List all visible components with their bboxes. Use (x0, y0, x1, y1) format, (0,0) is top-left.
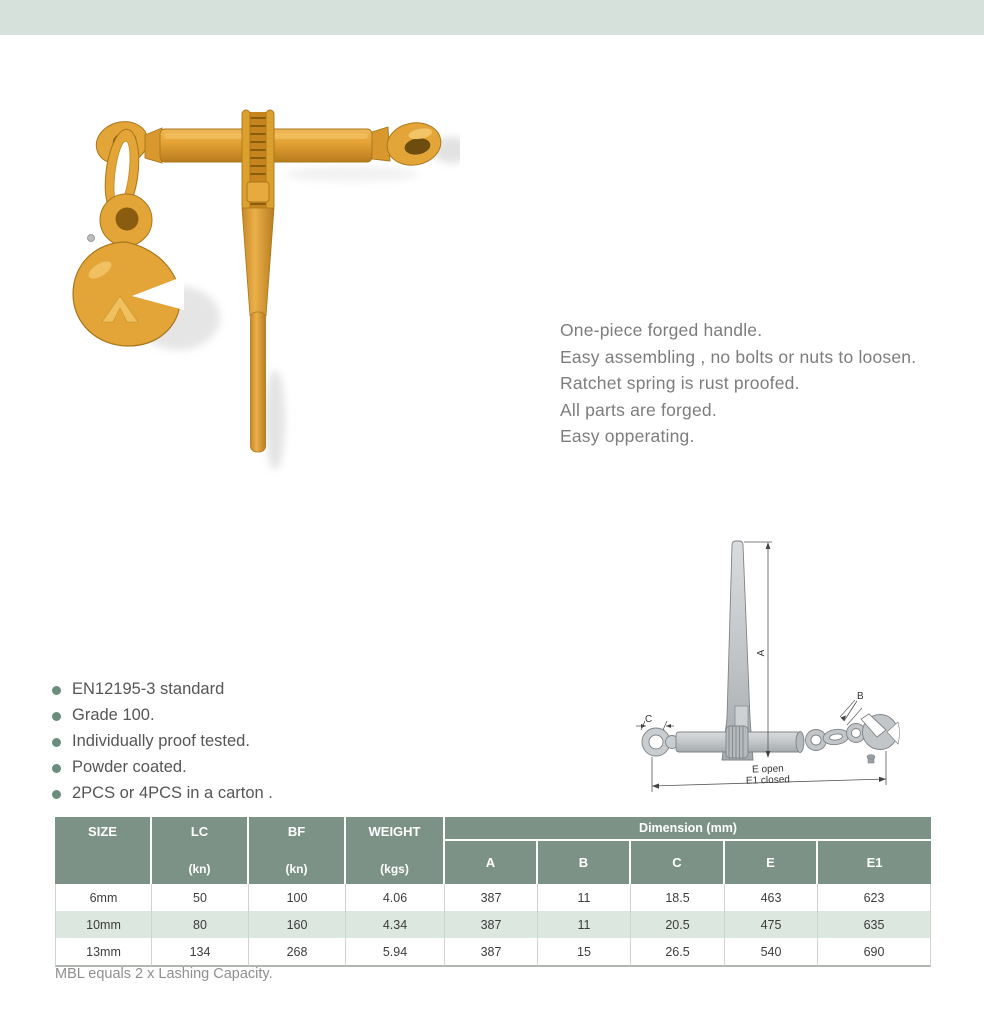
cell-dim-e1: 690 (818, 938, 931, 967)
dim-label-b: B (857, 691, 864, 702)
bullet-text: EN12195-3 standard (72, 680, 225, 698)
top-band (0, 0, 984, 35)
header-label: SIZE (88, 824, 117, 839)
cell-dim-a: 387 (445, 911, 538, 938)
header-unit: (kgs) (380, 862, 409, 876)
bullet-item (52, 784, 273, 810)
dim-label-a: A (756, 649, 767, 657)
cell-dim-e: 475 (725, 911, 818, 938)
diagram-labels (645, 649, 864, 786)
cell-bf: 268 (249, 938, 346, 967)
bullet-item (52, 732, 273, 758)
col-header-dim-b: B (538, 841, 631, 884)
table-row (55, 884, 931, 911)
table-row (55, 938, 931, 967)
header-unit: (kn) (285, 862, 308, 876)
header-label: BF (287, 824, 306, 839)
feature-list (560, 317, 916, 450)
bullet-item (52, 758, 273, 784)
cell-dim-a: 387 (445, 884, 538, 911)
header-label: LC (190, 824, 209, 839)
table-row (55, 911, 931, 938)
bullet-dot-icon (52, 764, 61, 773)
feature-item: Ratchet spring is rust proofed. (560, 373, 800, 394)
cell-dim-e: 463 (725, 884, 818, 911)
cell-dim-b: 15 (538, 938, 631, 967)
bullet-dot-icon (52, 790, 61, 799)
bullet-item (52, 706, 273, 732)
cell-lc: 80 (152, 911, 249, 938)
bullet-text: Grade 100. (72, 706, 155, 724)
feature-item: Easy opperating. (560, 426, 695, 447)
diagram-dimension-lines (636, 542, 886, 792)
binder-eye-end (384, 119, 444, 170)
cell-lc: 50 (152, 884, 249, 911)
ratchet-mechanism (242, 110, 274, 210)
cell-size: 13mm (55, 938, 152, 967)
col-header-weight (346, 817, 445, 884)
cell-dim-e1: 623 (818, 884, 931, 911)
dim-label-c: C (645, 714, 653, 725)
bullet-text: Powder coated. (72, 758, 187, 776)
col-header-size (55, 817, 152, 884)
col-header-dimension-group: Dimension (mm) (445, 817, 931, 841)
footnote: MBL equals 2 x Lashing Capacity. (55, 966, 273, 982)
cell-weight: 4.06 (346, 884, 445, 911)
feature-item: All parts are forged. (560, 399, 717, 420)
product-photo (60, 98, 460, 478)
cell-dim-c: 18.5 (631, 884, 725, 911)
col-header-dim-e1: E1 (818, 841, 931, 884)
cell-dim-e: 540 (725, 938, 818, 967)
bullet-item (52, 680, 273, 706)
cell-dim-a: 387 (445, 938, 538, 967)
cell-dim-c: 20.5 (631, 911, 725, 938)
bullet-text: 2PCS or 4PCS in a carton . (72, 784, 273, 802)
bullet-dot-icon (52, 738, 61, 747)
col-header-dim-e: E (725, 841, 818, 884)
bullet-dot-icon (52, 712, 61, 721)
feature-item: Easy assembling , no bolts or nuts to loosen. (560, 346, 917, 367)
diagram-binder-outline (642, 541, 900, 763)
cell-lc: 134 (152, 938, 249, 967)
header-label: WEIGHT (368, 824, 421, 839)
photo-shadows (136, 137, 460, 470)
cell-dim-c: 26.5 (631, 938, 725, 967)
cell-size: 6mm (55, 884, 152, 911)
dim-label-e-open: E open (751, 763, 784, 776)
dim-label-e1-closed: E1 closed (745, 774, 791, 787)
col-header-dim-c: C (631, 841, 725, 884)
cell-dim-b: 11 (538, 911, 631, 938)
cell-dim-b: 11 (538, 884, 631, 911)
cell-bf: 160 (249, 911, 346, 938)
cell-weight: 4.34 (346, 911, 445, 938)
dimension-diagram (608, 520, 984, 800)
header-unit: (kn) (188, 862, 211, 876)
bullet-dot-icon (52, 686, 61, 695)
col-header-dim-a: A (445, 841, 538, 884)
col-header-lc (152, 817, 249, 884)
bullet-list (52, 680, 273, 810)
col-header-bf (249, 817, 346, 884)
bullet-text: Individually proof tested. (72, 732, 250, 750)
cell-bf: 100 (249, 884, 346, 911)
cell-weight: 5.94 (346, 938, 445, 967)
cell-size: 10mm (55, 911, 152, 938)
feature-item: One-piece forged handle. (560, 320, 763, 340)
spec-table (55, 817, 931, 967)
cell-dim-e1: 635 (818, 911, 931, 938)
